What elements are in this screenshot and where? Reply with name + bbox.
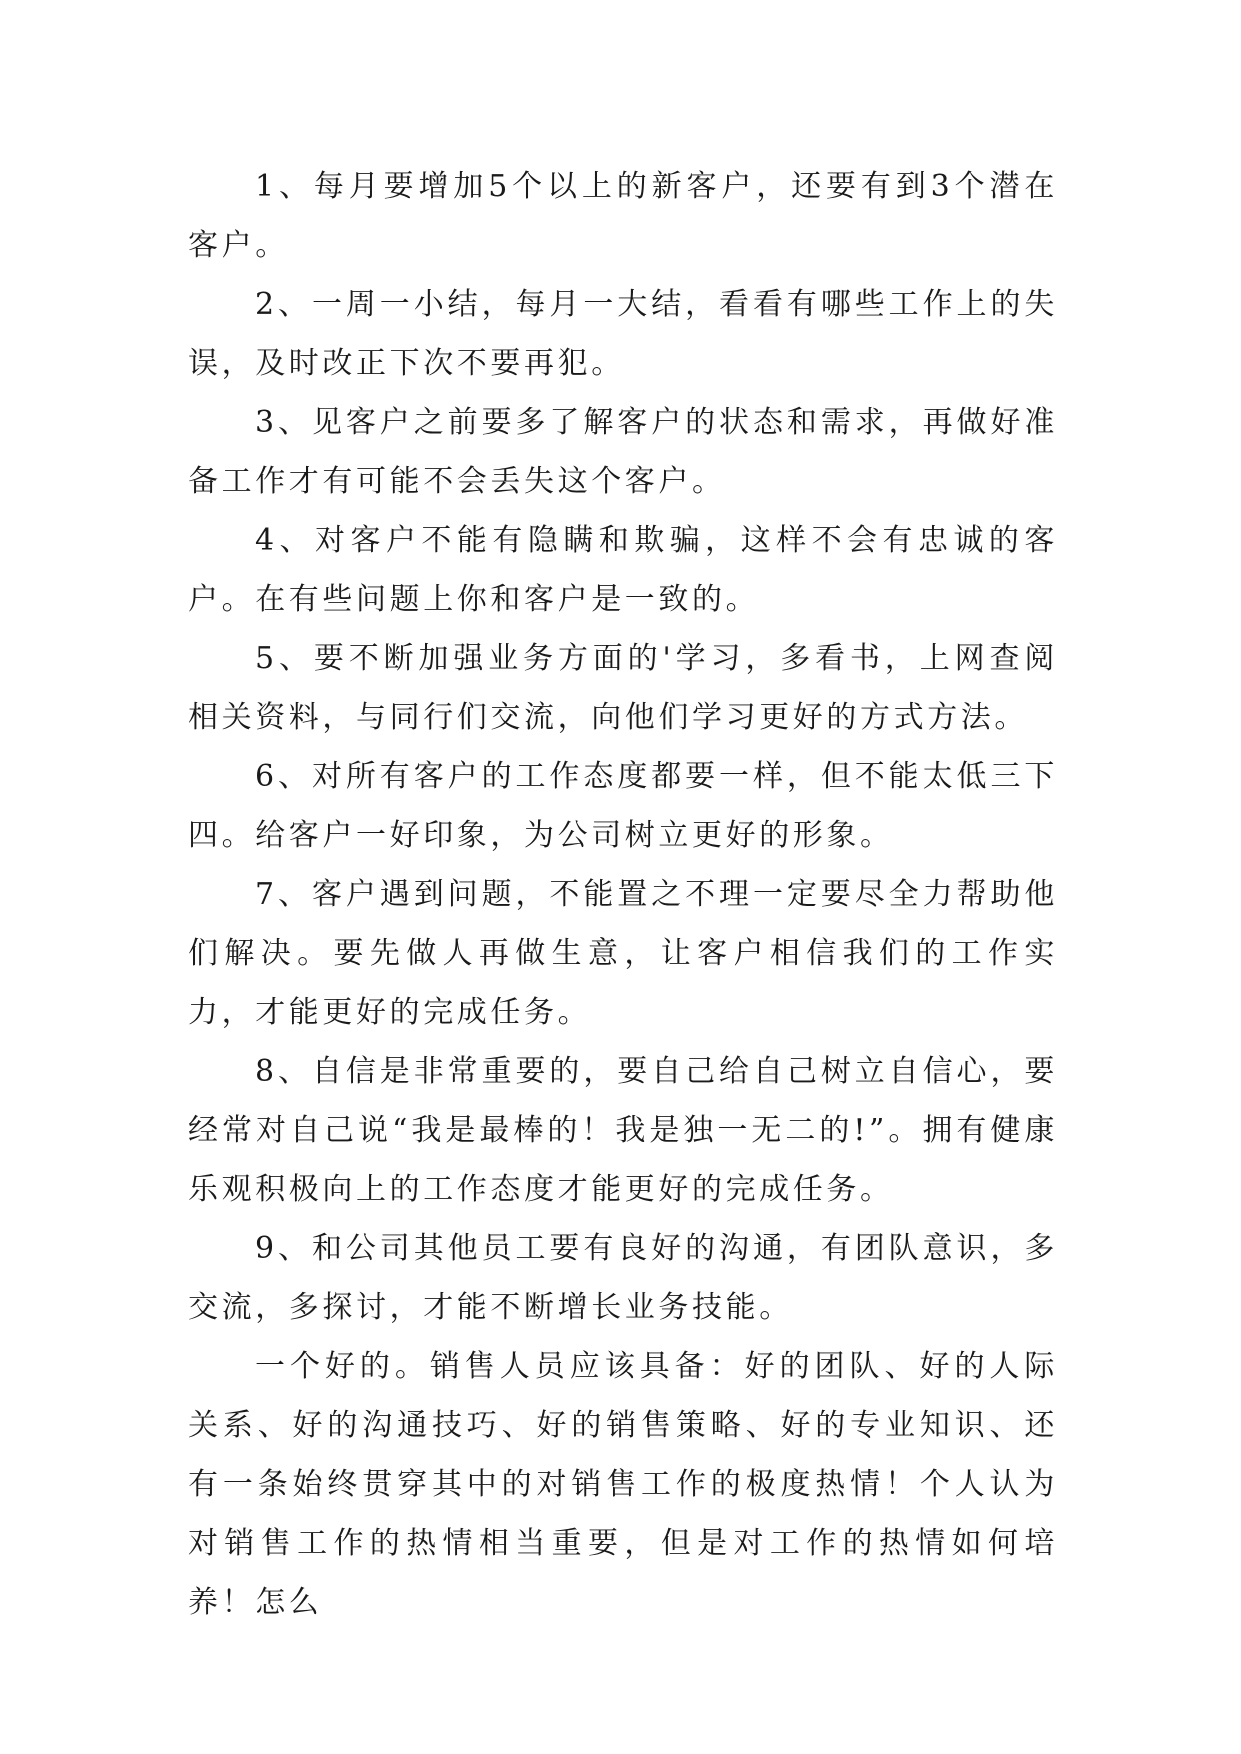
paragraph-8: 8、自信是非常重要的，要自己给自己树立自信心，要经常对自己说“我是最棒的！我是独一无二的!”。拥有健康乐观积极向上的工作态度才能更好的完成任务。 (188, 1054, 1058, 1207)
paragraph-7: 7、客户遇到问题，不能置之不理一定要尽全力帮助他们解决。要先做人再做生意，让客户相信我们的工作实力，才能更好的完成任务。 (188, 877, 1058, 1030)
document-body (188, 157, 1058, 1632)
paragraph-3: 3、见客户之前要多了解客户的状态和需求，再做好准备工作才有可能不会丢失这个客户。 (188, 405, 1058, 499)
paragraph-4: 4、对客户不能有隐瞒和欺骗，这样不会有忠诚的客户。在有些问题上你和客户是一致的。 (188, 523, 1058, 617)
paragraph-2: 2、一周一小结，每月一大结，看看有哪些工作上的失误，及时改正下次不要再犯。 (188, 287, 1058, 381)
paragraph-1: 1、每月要增加5个以上的新客户，还要有到3个潜在客户。 (188, 169, 1058, 263)
paragraph-5: 5、要不断加强业务方面的'学习，多看书，上网查阅相关资料，与同行们交流，向他们学习更好的方式方法。 (188, 641, 1058, 735)
paragraph-summary: 一个好的。销售人员应该具备：好的团队、好的人际关系、好的沟通技巧、好的销售策略、好的专业知识、还有一条始终贯穿其中的对销售工作的极度热情！个人认为对销售工作的热情相当重要，但是对工作的热情如何培养！怎么 (188, 1349, 1058, 1620)
paragraph-6: 6、对所有客户的工作态度都要一样，但不能太低三下四。给客户一好印象，为公司树立更好的形象。 (188, 759, 1058, 853)
paragraph-9: 9、和公司其他员工要有良好的沟通，有团队意识，多交流，多探讨，才能不断增长业务技能。 (188, 1231, 1058, 1325)
